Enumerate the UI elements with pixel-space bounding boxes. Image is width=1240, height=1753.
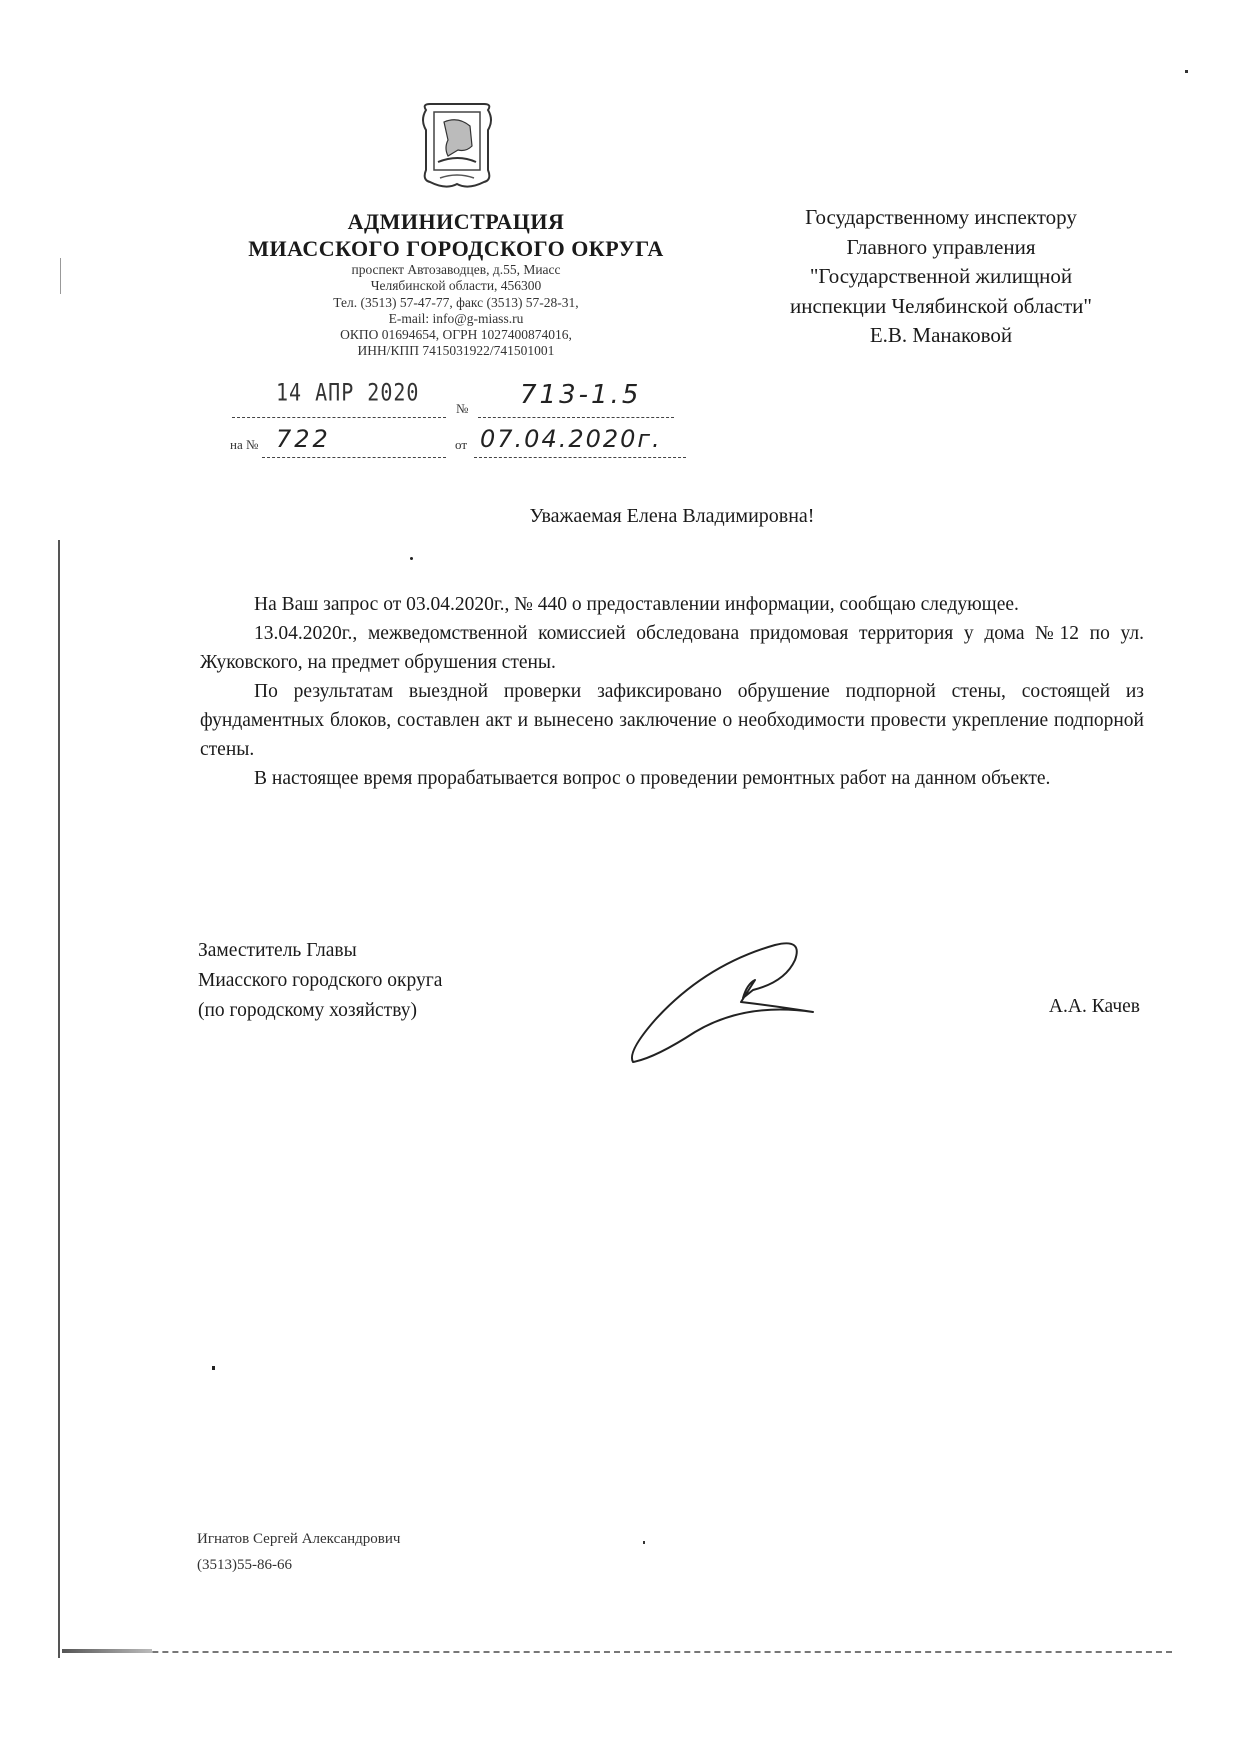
signatory-name: А.А. Качев (1048, 996, 1140, 1017)
greeting: Уважаемая Елена Владимировна! (529, 505, 815, 527)
address-line: E-mail: info@g-miass.ru (388, 310, 524, 326)
scan-edge-mark (60, 258, 61, 294)
sender-address (206, 262, 706, 360)
executor-info (197, 1526, 400, 1578)
outgoing-number: 713-1.5 (520, 380, 642, 410)
body-paragraph: В настоящее время прорабатывается вопрос о проведении ремонтных работ на данном объекте. (254, 768, 1051, 789)
executor-name: Игнатов Сергей Александрович (197, 1531, 401, 1547)
scan-speck (1185, 70, 1188, 73)
sender-title-line1: АДМИНИСТРАЦИЯ (347, 209, 565, 234)
date-underline (232, 417, 446, 418)
scan-edge-left (58, 540, 60, 1658)
scan-edge-bottom (62, 1651, 1172, 1653)
number-underline (478, 417, 674, 418)
position-line: Миасского городского округа (198, 970, 443, 991)
ref-number: 722 (276, 425, 331, 453)
ref-date-underline (474, 457, 686, 458)
address-line: Челябинской области, 456300 (370, 278, 542, 294)
address-line: ИНН/КПП 7415031922/741501001 (357, 343, 555, 359)
sender-title (206, 208, 706, 262)
scan-speck (212, 1366, 215, 1370)
ref-date-label: от (455, 437, 468, 452)
scan-edge-bottom-dark (62, 1649, 152, 1653)
handwritten-signature (625, 940, 835, 1070)
body-paragraph: По результатам выездной проверки зафиксировано обрушение подпорной стены, состоящей из фундаментных блоков, составлен акт и вынесено заключение о необходимости провести укрепление подпорной стены. (200, 681, 1144, 760)
body-paragraph: 13.04.2020г., межведомственной комиссией обследована придомовая территория у дома №12 по ул. Жуковского, на предмет обрушения стены. (200, 623, 1144, 673)
recipient-line: Главного управления (846, 234, 1036, 259)
position-line: Заместитель Главы (198, 940, 357, 961)
address-line: Тел. (3513) 57-47-77, факс (3513) 57-28-31, (333, 294, 579, 310)
recipient-line: "Государственной жилищной (809, 264, 1073, 288)
recipient-line: Е.В. Манаковой (869, 323, 1013, 347)
coat-of-arms-emblem (418, 100, 496, 190)
signatory-position (198, 936, 442, 1026)
scan-speck (410, 557, 413, 560)
body-paragraph: На Ваш запрос от 03.04.2020г., № 440 о предоставлении информации, сообщаю следующее. (254, 594, 1019, 615)
recipient-line: Государственному инспектору (805, 205, 1077, 229)
scan-speck (643, 1541, 645, 1544)
ref-number-label: на № (230, 437, 259, 452)
ref-number-underline (262, 457, 446, 458)
ref-date: 07.04.2020г. (480, 425, 662, 453)
position-line: (по городскому хозяйству) (198, 1000, 417, 1021)
recipient-line: инспекции Челябинской области" (789, 293, 1092, 318)
number-label: № (456, 401, 469, 416)
executor-phone: (3513)55-86-66 (197, 1557, 292, 1573)
date-stamp: 14 АПР 2020 (276, 377, 420, 407)
address-line: ОКПО 01694654, ОГРН 1027400874016, (340, 327, 572, 343)
letter-body (200, 590, 1144, 793)
address-line: проспект Автозаводцев, д.55, Миасс (351, 262, 561, 277)
sender-title-line2: МИАССКОГО ГОРОДСКОГО ОКРУГА (248, 236, 664, 261)
recipient-block (720, 203, 1162, 351)
